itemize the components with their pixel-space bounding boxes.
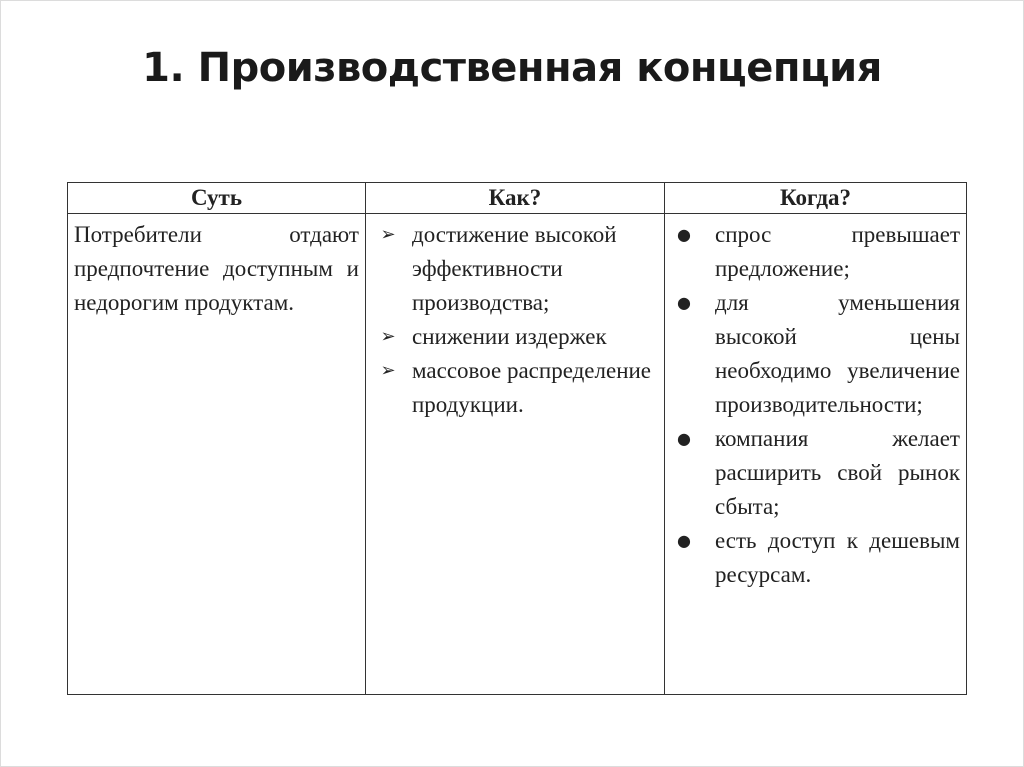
list-item	[372, 354, 658, 422]
how-item-text: достижение высокой эффективности производства;	[412, 222, 617, 315]
essence-text: Потребители отдают предпочтение доступным и недорогим продуктам.	[74, 222, 359, 315]
list-item	[671, 422, 960, 524]
arrow-check-icon: ➢	[380, 224, 396, 245]
header-how: Как?	[366, 183, 665, 214]
list-item	[372, 320, 658, 354]
how-item-text: массовое распределение продукции.	[412, 358, 652, 417]
bullet-dot-icon: ●	[677, 429, 691, 448]
when-list	[671, 218, 960, 592]
essence-cell	[68, 214, 366, 695]
how-item-text: снижении издержек	[412, 324, 607, 349]
how-cell	[366, 214, 665, 695]
list-item	[671, 286, 960, 422]
header-when: Когда?	[665, 183, 967, 214]
bullet-dot-icon: ●	[677, 225, 691, 244]
when-cell	[665, 214, 967, 695]
arrow-check-icon: ➢	[380, 360, 396, 381]
how-list	[372, 218, 658, 422]
bullet-dot-icon: ●	[677, 293, 691, 312]
table-header-row	[68, 183, 967, 214]
slide-title: 1. Производственная концепция	[142, 45, 882, 91]
when-item-text: спрос превышает предложение;	[715, 222, 960, 281]
concept-table	[67, 182, 967, 695]
when-item-text: есть доступ к дешевым ресурсам.	[715, 528, 960, 587]
list-item	[671, 218, 960, 286]
bullet-dot-icon: ●	[677, 531, 691, 550]
list-item	[671, 524, 960, 592]
table-row	[68, 214, 967, 695]
list-item	[372, 218, 658, 320]
header-essence: Суть	[68, 183, 366, 214]
when-item-text: для уменьшения высокой цены необходимо увеличение производительности;	[715, 290, 960, 417]
arrow-check-icon: ➢	[380, 326, 396, 347]
when-item-text: компания желает расширить свой рынок сбыта;	[715, 426, 960, 519]
